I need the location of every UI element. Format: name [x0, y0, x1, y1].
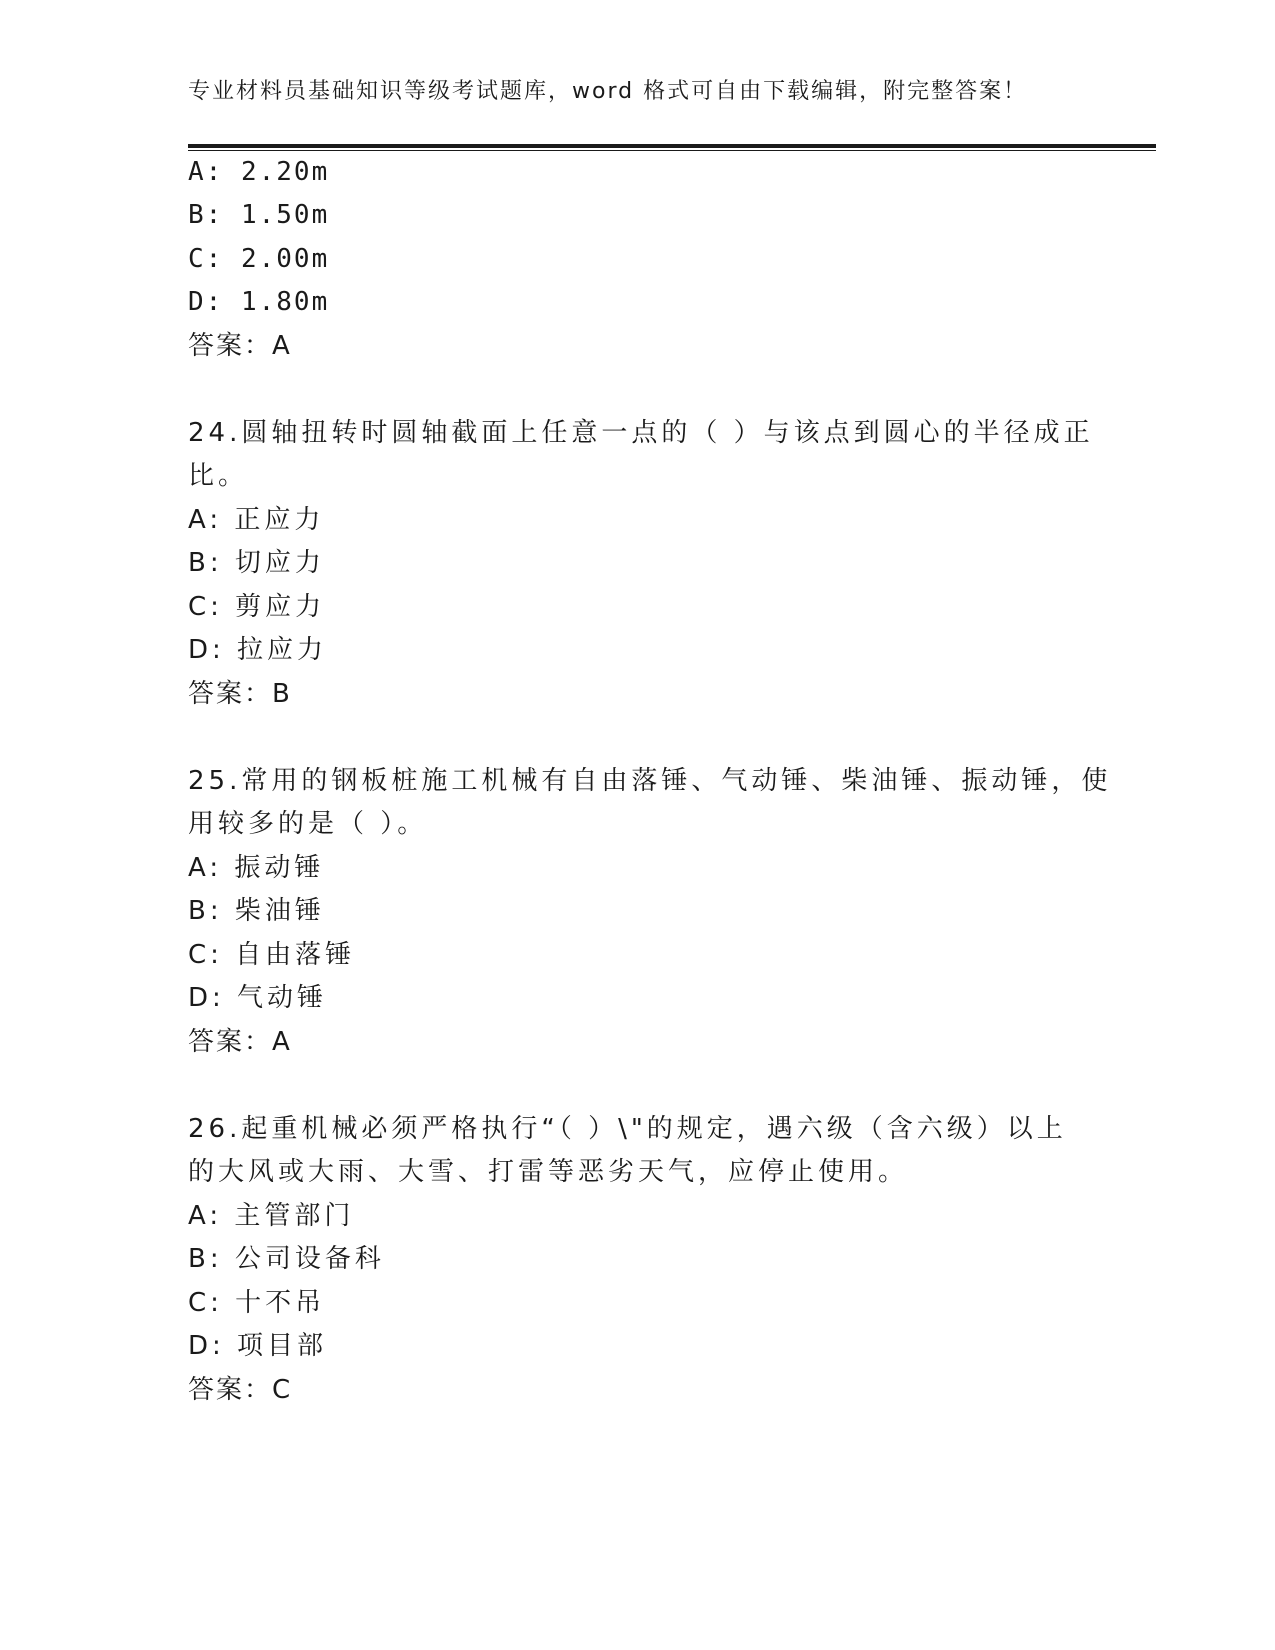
q23-option-c: C: 2.00m	[188, 244, 330, 274]
q26-option-a: A: 主管部门	[188, 1201, 355, 1231]
q25-stem-line1: 25.常用的钢板桩施工机械有自由落锤、气动锤、柴油锤、振动锤，使	[188, 766, 1112, 796]
q24-stem-line2: 比。	[188, 461, 249, 491]
q25-option-d: D: 气动锤	[188, 983, 328, 1013]
q23-answer: 答案：A	[188, 331, 292, 361]
q25-stem-line2: 用较多的是（ ）。	[188, 809, 428, 839]
header-divider-thin	[188, 150, 1156, 151]
q26-stem-line1: 26.起重机械必须严格执行“（ ）\"的规定，遇六级（含六级）以上	[188, 1114, 1067, 1144]
q23-option-a: A: 2.20m	[188, 157, 330, 187]
q26-option-c: C: 十不吊	[188, 1288, 326, 1318]
header-divider-thick	[188, 144, 1156, 148]
q25-option-c: C: 自由落锤	[188, 940, 356, 970]
q26-stem-line2: 的大风或大雨、大雪、打雷等恶劣天气，应停止使用。	[188, 1157, 909, 1187]
q23-option-b: B: 1.50m	[188, 200, 330, 230]
q24-option-c: C: 剪应力	[188, 592, 326, 622]
q25-answer: 答案：A	[188, 1027, 292, 1057]
q24-option-d: D: 拉应力	[188, 635, 328, 665]
q26-option-b: B: 公司设备科	[188, 1244, 385, 1274]
q25-option-a: A: 振动锤	[188, 853, 325, 883]
page-header-title: 专业材料员基础知识等级考试题库，word 格式可自由下载编辑，附完整答案！	[188, 79, 1028, 104]
q24-answer: 答案：B	[188, 679, 292, 709]
q24-option-a: A: 正应力	[188, 505, 325, 535]
q23-option-d: D: 1.80m	[188, 287, 330, 317]
q25-option-b: B: 柴油锤	[188, 896, 325, 926]
q26-option-d: D: 项目部	[188, 1331, 328, 1361]
q24-stem-line1: 24.圆轴扭转时圆轴截面上任意一点的（ ）与该点到圆心的半径成正	[188, 418, 1094, 448]
q26-answer: 答案：C	[188, 1375, 293, 1405]
q24-option-b: B: 切应力	[188, 548, 325, 578]
